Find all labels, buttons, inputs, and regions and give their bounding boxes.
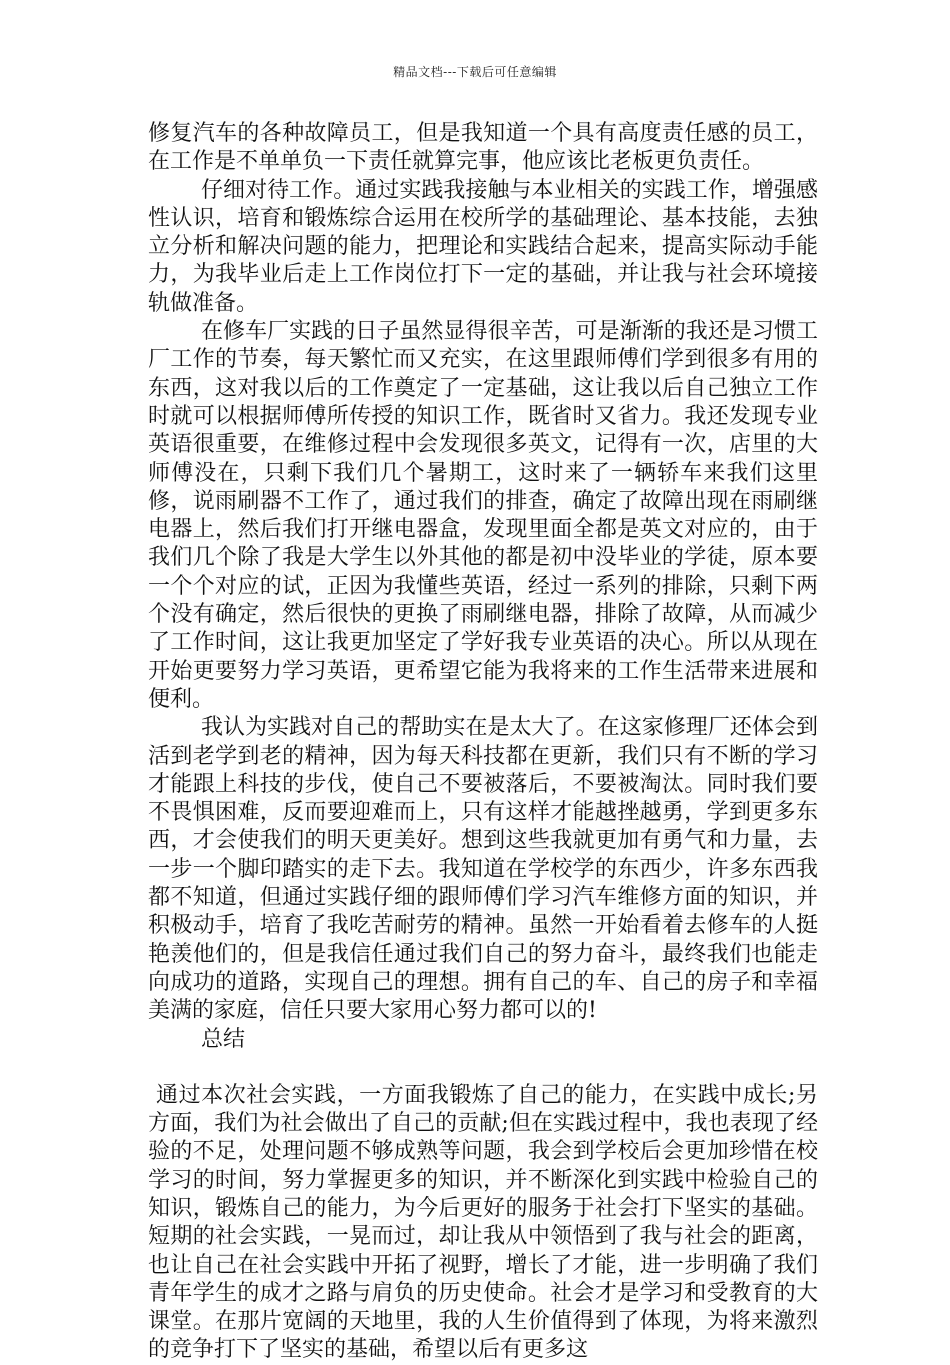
paragraph-repair-shop: 在修车厂实践的日子虽然显得很辛苦，可是渐渐的我还是习惯工厂工作的节奏，每天繁忙而又充实，在这里跟师傅们学到很多有用的东西，这对我以后的工作奠定了一定基础，这让我以后自己独立工作时就可以根据师傅所传授的知识工作，既省时又省力。我还发现专业英语很重要，在维修过程中会发现很多英文，记得有一次，店里的大师傅没在，只剩下我们几个暑期工，这时来了一辆轿车来我们这里修，说雨刷器不工作了，通过我们的排查，确定了故障出现在雨刷继电器上，然后我们打开继电器盒，发现里面全都是英文对应的，由于我们几个除了我是大学生以外其他的都是初中没毕业的学徒，原本要一个个对应的试，正因为我懂些英语，经过一系列的排除，只剩下两个没有确定，然后很快的更换了雨刷继电器，排除了故障，从而减少了工作时间，这让我更加坚定了学好我专业英语的决心。所以从现在开始更要努力学习英语，更希望它能为我将来的工作生活带来进展和便利。 [148,319,818,712]
page-header: 精品文档---下载后可任意编辑 [393,65,557,79]
summary-paragraph: 通过本次社会实践，一方面我锻炼了自己的能力，在实践中成长;另方面，我们为社会做出了自己的贡献;但在实践过程中，我也表现了经验的不足，处理问题不够成熟等问题，我会到学校后会更加珍惜在校学习的时间，努力掌握更多的知识，并不断深化到实践中检验自己的知识，锻炼自己的能力，为今后更好的服务于社会打下坚实的基础。短期的社会实践，一晃而过，却让我从中领悟到了我与社会的距离，也让自己在社会实践中开拓了视野，增长了才能，进一步明确了我们青年学生的成才之路与肩负的历史使命。社会才是学习和受教育的大课堂。在那片宽阔的天地里，我的人生价值得到了体现，为将来激烈的竞争打下了坚实的基础，希望以后有更多这 [148,1082,818,1363]
document-body [148,120,818,1365]
paragraph-continuation: 修复汽车的各种故障员工，但是我知道一个具有高度责任感的员工，在工作是不单单负一下责任就算完事，他应该比老板更负责任。 [148,121,818,175]
summary-heading: 总结 [201,1026,246,1052]
paragraph-reflection: 我认为实践对自己的帮助实在是太大了。在这家修理厂还体会到活到老学到老的精神，因为每天科技都在更新，我们只有不断的学习才能跟上科技的步伐，使自己不要被落后，不要被淘汰。同时我们要不畏惧困难，反而要迎难而上，只有这样才能越挫越勇，学到更多东西，才会使我们的明天更美好。想到这些我就更加有勇气和力量，去一步一个脚印踏实的走下去。我知道在学校学的东西少，许多东西我都不知道，但通过实践仔细的跟师傅们学习汽车维修方面的知识，并积极动手，培育了我吃苦耐劳的精神。虽然一开始看着去修车的人挺艳羡他们的，但是我信任通过我们自己的努力奋斗，最终我们也能走向成功的道路，实现自己的理想。拥有自己的车、自己的房子和幸福美满的家庭，信任只要大家用心努力都可以的! [148,715,818,1024]
paragraph-work-attitude: 仔细对待工作。通过实践我接触与本业相关的实践工作，增强感性认识，培育和锻炼综合运用在校所学的基础理论、基本技能，去独立分析和解决问题的能力，把理论和实践结合起来，提高实际动手能力，为我毕业后走上工作岗位打下一定的基础，并让我与社会环境接轨做准备。 [148,177,818,316]
